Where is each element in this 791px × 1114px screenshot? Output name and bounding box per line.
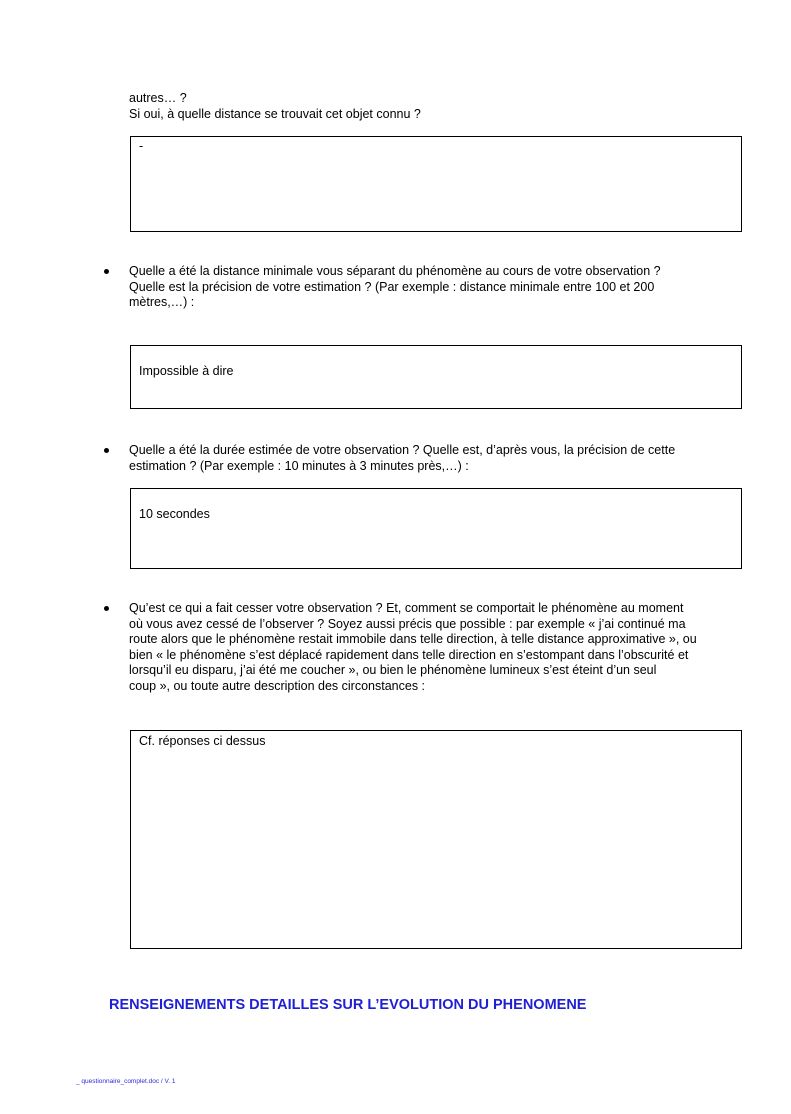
- intro-question-line: autres… ?: [129, 91, 187, 105]
- question-line: estimation ? (Par exemple : 10 minutes à 3 minutes près,…) :: [129, 458, 469, 473]
- duration-answer-text: 10 secondes: [139, 507, 210, 521]
- intro-question: [129, 91, 739, 122]
- question-duration: [129, 443, 739, 474]
- question-line: mètres,…) :: [129, 295, 195, 309]
- question-line: où vous avez cessé de l’observer ? Soyez aussi précis que possible : par exemple « j’ai continué ma: [129, 616, 686, 631]
- bullet-icon: [104, 606, 109, 611]
- bullet-icon: [104, 269, 109, 274]
- question-end-of-observation: [129, 601, 739, 694]
- end-observation-answer-box[interactable]: [130, 730, 742, 949]
- question-line: lorsqu’il eu disparu, j’ai été me coucher », ou bien le phénomène lumineux s’est éteint d’un seul: [129, 663, 657, 677]
- intro-answer-box[interactable]: [130, 136, 742, 232]
- question-line: Qu’est ce qui a fait cesser votre observation ? Et, comment se comportait le phénomène au moment: [129, 601, 684, 615]
- distance-answer-text: Impossible à dire: [139, 364, 234, 378]
- question-distance: [129, 264, 739, 311]
- section-heading: RENSEIGNEMENTS DETAILLES SUR L’EVOLUTION DU PHENOMENE: [109, 997, 587, 1013]
- bullet-icon: [104, 448, 109, 453]
- distance-answer-box[interactable]: [130, 345, 742, 409]
- intro-question-line: Si oui, à quelle distance se trouvait cet objet connu ?: [129, 106, 421, 121]
- question-line: Quelle a été la distance minimale vous séparant du phénomène au cours de votre observation ?: [129, 264, 661, 278]
- end-observation-answer-text: Cf. réponses ci dessus: [139, 734, 266, 748]
- question-line: Quelle est la précision de votre estimation ? (Par exemple : distance minimale entre 100 et 200: [129, 279, 655, 294]
- footer-filename: _ questionnaire_complet.doc / V. 1: [76, 1078, 176, 1085]
- question-line: bien « le phénomène s’est déplacé rapidement dans telle direction en s’estompant dans l’obscurité et: [129, 647, 689, 662]
- question-line: route alors que le phénomène restait immobile dans telle direction, à telle distance approximative », ou: [129, 632, 697, 646]
- question-line: Quelle a été la durée estimée de votre observation ? Quelle est, d’après vous, la précision de cette: [129, 443, 676, 457]
- intro-answer-text: -: [139, 139, 144, 153]
- question-line: coup », ou toute autre description des circonstances :: [129, 678, 426, 693]
- duration-answer-box[interactable]: [130, 488, 742, 569]
